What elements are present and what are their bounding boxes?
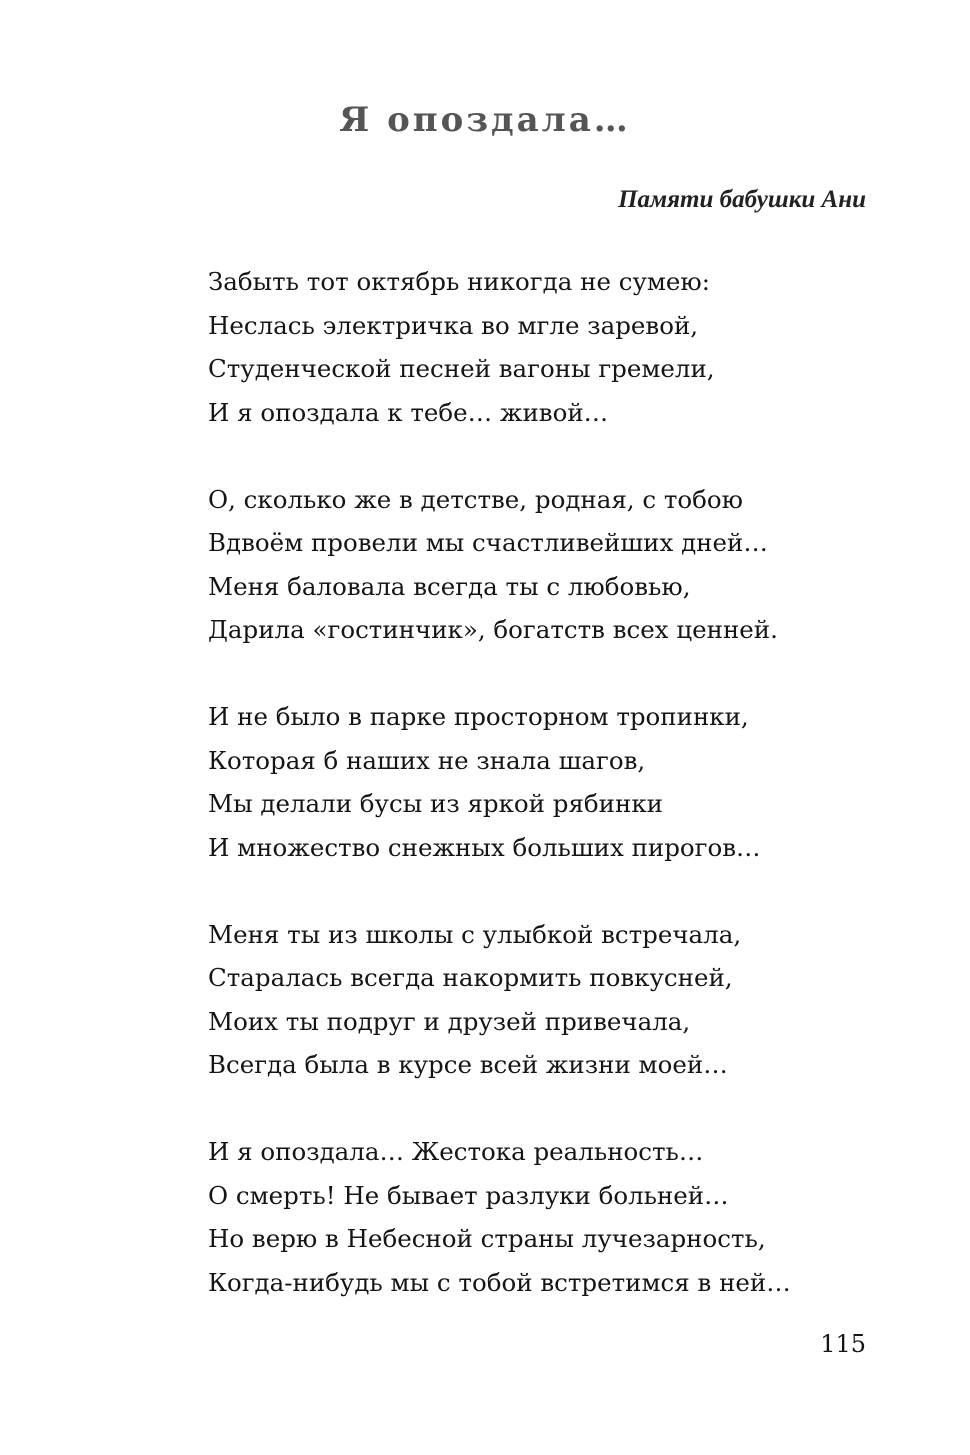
poem-line: Вдвоём провели мы счастливейших дней… — [208, 528, 768, 557]
poem-line: О, сколько же в детстве, родная, с тобою — [208, 484, 744, 514]
poem-line: Моих ты подруг и друзей привечала, — [208, 1006, 691, 1036]
poem-line: Мы делали бусы из яркой рябинки — [208, 789, 663, 818]
stanza-4 — [208, 913, 888, 1087]
poem-line: О смерть! Не бывает разлуки больней… — [208, 1180, 729, 1210]
poem-line: Студенческой песней вагоны гремели, — [208, 354, 715, 383]
stanza-2 — [208, 478, 888, 652]
poem-line: Старалась всегда накормить повкусней, — [208, 963, 733, 992]
poem-line: Но верю в Небесной страны лучезарность, — [208, 1224, 766, 1253]
dedication: Памяти бабушки Ани — [618, 186, 866, 213]
poem-title: Я опоздала… — [339, 100, 631, 140]
stanza-3 — [208, 695, 888, 869]
page-number: 115 — [820, 1330, 866, 1358]
poem-line: Забыть тот октябрь никогда не сумею: — [208, 267, 711, 296]
poem-line: И я опоздала к тебе… живой… — [208, 397, 609, 427]
stanza-5 — [208, 1130, 888, 1304]
poem-body — [208, 260, 888, 1348]
poem-line: И не было в парке просторном тропинки, — [208, 702, 749, 731]
poem-line: Неслась электричка во мгле заревой, — [208, 310, 699, 340]
poem-line: Всегда была в курсе всей жизни моей… — [208, 1050, 728, 1079]
poem-line: Когда-нибудь мы с тобой встретимся в ней… — [208, 1267, 791, 1297]
poem-line: Которая б наших не знала шагов, — [208, 745, 646, 775]
poem-line: Меня баловала всегда ты с любовью, — [208, 571, 691, 601]
poem-line: И множество снежных больших пирогов… — [208, 832, 761, 862]
poem-line: Меня ты из школы с улыбкой встречала, — [208, 919, 742, 949]
stanza-1 — [208, 260, 888, 434]
poem-line: Дарила «гостинчик», богатств всех ценней. — [208, 615, 778, 644]
poem-line: И я опоздала… Жестока реальность… — [208, 1137, 704, 1166]
